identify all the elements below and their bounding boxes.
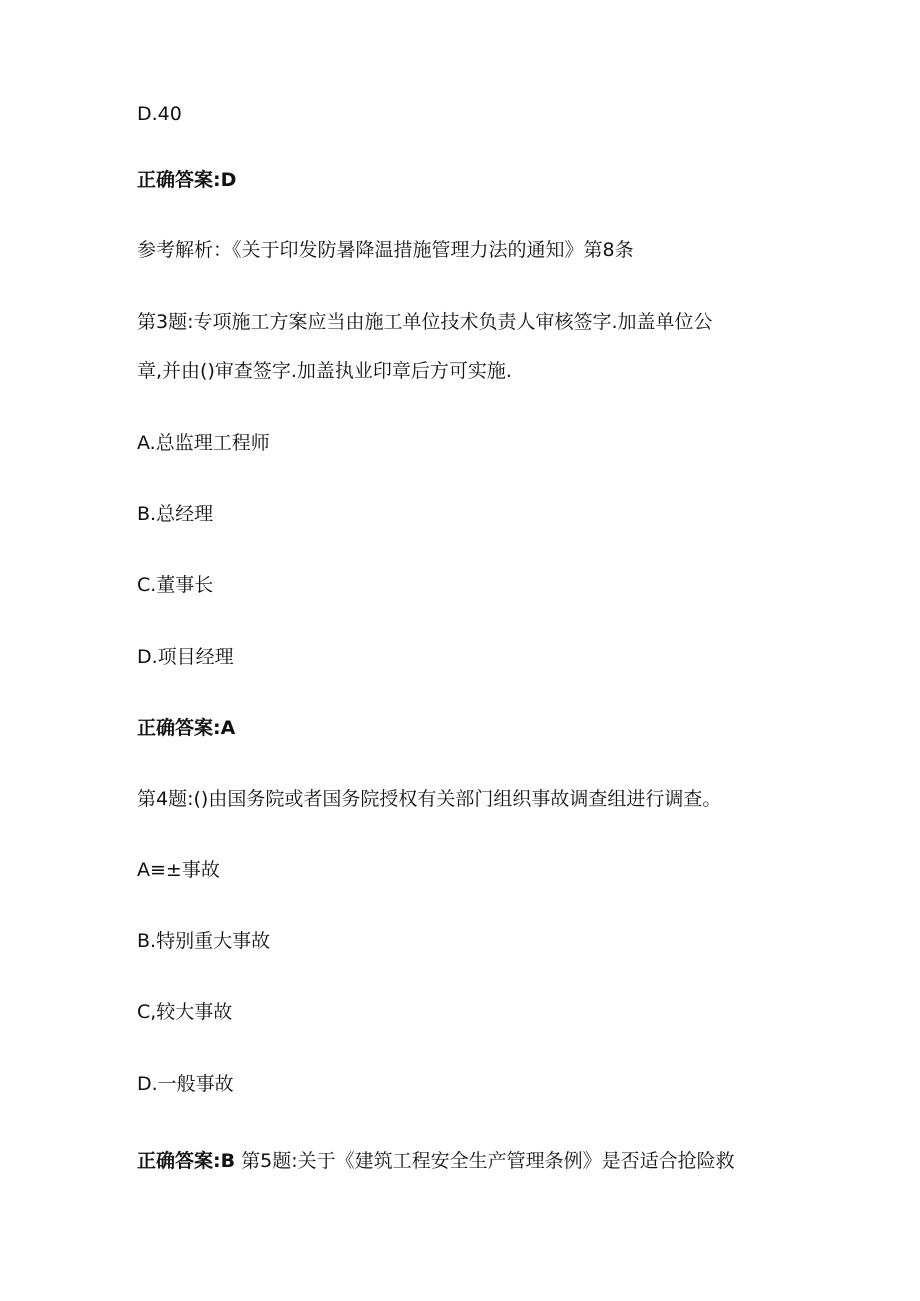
- q3-option-b: B.总经理: [137, 503, 214, 525]
- q3-question-line2: 章,并由()审查签字.加盖执业印章后方可实施.: [137, 360, 512, 382]
- q3-option-d: D.项目经理: [137, 646, 234, 668]
- q3-option-c: C.董事长: [137, 574, 214, 596]
- q3-option-a: A.总监理工程师: [137, 432, 270, 454]
- q4-option-c: C,较大事故: [137, 1001, 233, 1023]
- q3-question-line1: 第3题:专项施工方案应当由施工单位技术负责人审核签字.加盖单位公: [137, 311, 713, 333]
- q2-explanation: 参考解析：《关于印发防暑降温措施管理力法的通知》第8条: [137, 239, 634, 261]
- q4-option-b: B.特别重大事故: [137, 930, 271, 952]
- q2-answer: 正确答案:D: [137, 169, 237, 191]
- q5-question-start: 第5题:关于《建筑工程安全生产管理条例》是否适合抢险救: [241, 1150, 735, 1172]
- q2-option-d: D.40: [137, 103, 182, 125]
- q4-question: 第4题:()由国务院或者国务院授权有关部门组织事故调查组进行调查。: [137, 788, 722, 810]
- q4-option-a: A≡±事故: [137, 859, 220, 881]
- q4-option-d: D.一般事故: [137, 1073, 234, 1095]
- q4-answer-and-q5-line: [137, 1148, 735, 1174]
- q3-answer: 正确答案:A: [137, 717, 236, 739]
- q4-answer: 正确答案:B: [137, 1150, 236, 1172]
